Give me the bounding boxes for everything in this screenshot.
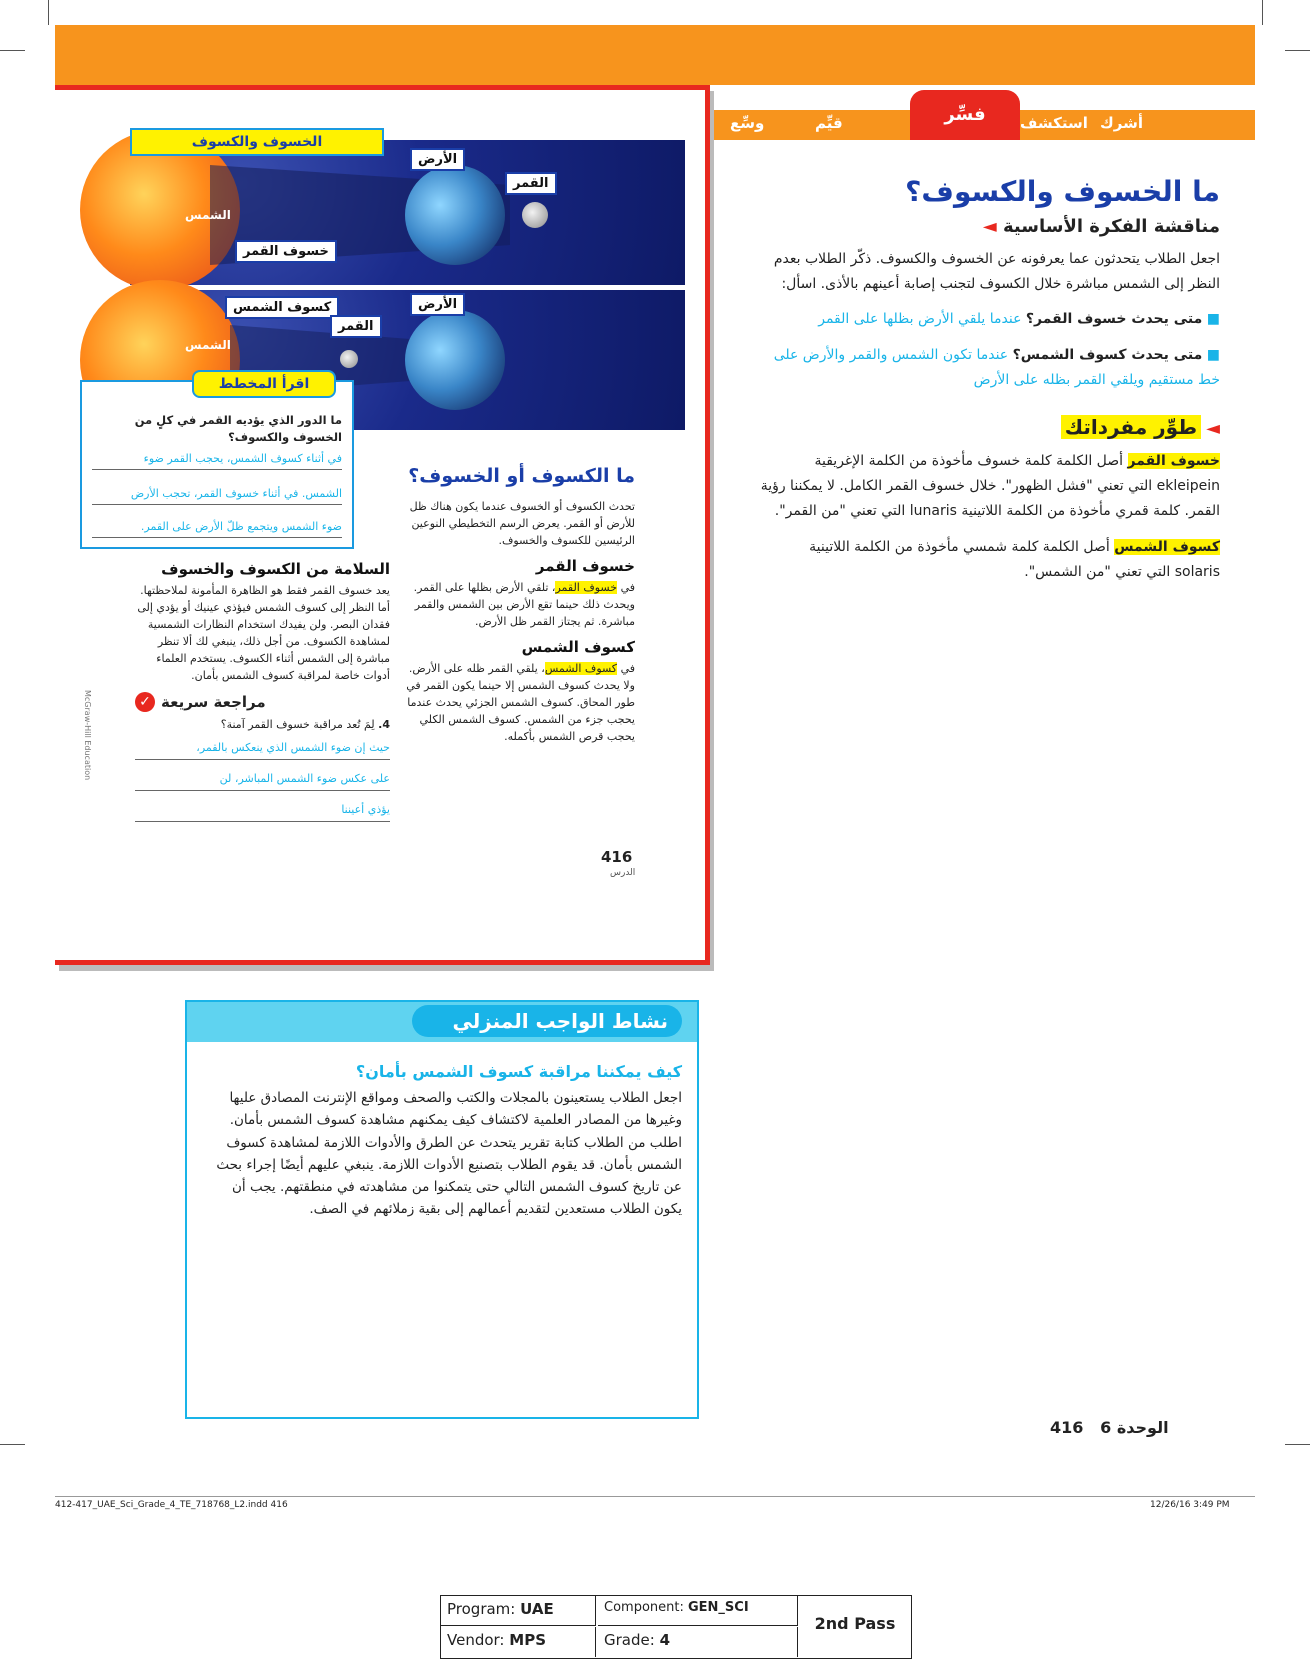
diagram-title: الخسوف والكسوف (130, 128, 384, 156)
triangle-icon: ◄ (982, 216, 997, 237)
page-number-label: الدرس (610, 868, 636, 878)
checkmark-icon: ✓ (135, 692, 155, 712)
answer-line-2: الشمس. في أثناء خسوف القمر، تحجب الأرض (92, 487, 342, 505)
side-credit: McGraw-Hill Education (83, 690, 92, 781)
teacher-title: ما الخسوف والكسوف؟ (905, 175, 1220, 208)
production-table (440, 1595, 912, 1659)
component-cell: Component: GEN_SCI (598, 1596, 798, 1626)
slug-file: 412-417_UAE_Sci_Grade_4_TE_718768_L2.indd 416 (55, 1500, 288, 1510)
lunar-paragraph: في خسوف القمر، تلقي الأرض بظلها على القمر. ويحدث ذلك حينما تقع الأرض بين الشمس والقمر مباشرة. ثم يجتاز القمر ظل الأرض. (413, 580, 635, 629)
solar-term: كسوف الشمس (544, 662, 618, 676)
top-banner (55, 25, 1255, 85)
read-diagram-title: اقرأ المخطط (192, 370, 336, 398)
tab-evaluate[interactable]: قيِّم (815, 114, 843, 132)
moon-image (340, 350, 358, 368)
quick-answer-3: يؤذي أعيننا (135, 803, 390, 822)
right-column (405, 465, 635, 749)
safety-heading: السلامة من الكسوف والخسوف (161, 560, 390, 578)
section-title: ما الكسوف أو الخسوف؟ (408, 465, 635, 487)
triangle-icon: ◄ (1206, 417, 1220, 439)
label-lunar-eclipse: خسوف القمر (235, 240, 337, 263)
discuss-text: اجعل الطلاب يتحدثون عما يعرفونه عن الخسوف والكسوف. ذكّر الطلاب بعدم النظر إلى الشمس مباشرة خلال الكسوف لتجنب إصابة أعينهم بالأذى. اسأل: (773, 251, 1220, 293)
homework-text: اجعل الطلاب يستعينون بالمجلات والكتب والصحف ومواقع الإنترنت المصادق عليها وغيرها من المصادر العلمية لاكتشاف كيف يمكنهم مشاهدة كسوف الشمس بأمان. اطلب من الطلاب كتابة تقرير يتحدث عن الطرق والأدوات اللازمة لمشاهدة كسوف الشمس بأمان. قد يقوم الطلاب بتصنيع الأدوات اللازمة. ينبغي عليهم أيضًا إجراء بحث عن تاريخ كسوف الشمس التالي حتى يتمكنوا من مشاهدته في منطقتهم. يجب أن يكون الطلاب مستعدين لتقديم أعمالهم إلى بقية زملائهم في الصف. (216, 1090, 682, 1218)
quick-answer-1: حيث إن ضوء الشمس الذي ينعكس بالقمر، (135, 741, 390, 760)
quick-check-question: 4. لِمَ تُعد مراقبة خسوف القمر آمنة؟ (220, 718, 390, 732)
left-column (135, 560, 390, 822)
earth-image (405, 310, 505, 410)
read-diagram-question: ما الدور الذي يؤديه القمر في كلٍ من الخسوف والكسوف؟ (134, 413, 342, 444)
question-2: ■ متى يحدث كسوف الشمس؟ عندما تكون الشمس والقمر والأرض على خط مستقيم ويلقي القمر بظله على الأرض (773, 346, 1220, 388)
discuss-heading: مناقشة الفكرة الأساسية ◄ (982, 216, 1220, 237)
label-earth: الأرض (410, 148, 465, 171)
section-intro: تحدث الكسوف أو الخسوف عندما يكون هناك ظل للأرض أو القمر. يعرض الرسم التخطيطي النوعين الرئيسين للكسوف والخسوف. (409, 499, 635, 547)
bullet-icon: ■ (1206, 346, 1220, 363)
label-solar-eclipse: كسوف الشمس (225, 296, 339, 319)
vendor-cell: Vendor: MPS (441, 1627, 596, 1657)
question-1: ■ متى يحدث خسوف القمر؟ عندما يلقي الأرض بظلها على القمر (818, 311, 1220, 328)
teacher-column (760, 175, 1220, 595)
tab-engage[interactable]: أشرك (1100, 114, 1143, 132)
answer-line-3: ضوء الشمس ويتجمع ظلّ الأرض على القمر. (92, 520, 342, 538)
slug-rule (55, 1496, 1255, 1497)
tab-explore[interactable]: استكشف (1020, 114, 1088, 132)
bullet-icon: ■ (1206, 311, 1220, 328)
answer-line-1: في أثناء كسوف الشمس، يحجب القمر ضوء (92, 452, 342, 470)
student-page (55, 85, 710, 965)
homework-subheading: كيف يمكننا مراقبة كسوف الشمس بأمان؟ (355, 1062, 682, 1081)
label-sun-2: الشمس (185, 338, 231, 352)
label-moon-2: القمر (330, 315, 382, 338)
tab-elaborate[interactable]: وسِّع (730, 114, 765, 132)
vocab-heading: طوِّر مفرداتك (1061, 415, 1201, 439)
grade-cell: Grade: 4 (598, 1627, 798, 1657)
solar-heading: كسوف الشمس (521, 638, 635, 657)
homework-heading: نشاط الواجب المنزلي (412, 1005, 682, 1037)
quick-check-header (135, 692, 390, 712)
read-diagram-box (80, 376, 354, 549)
label-sun: الشمس (185, 208, 231, 222)
label-earth-2: الأرض (410, 293, 465, 316)
label-moon: القمر (505, 172, 557, 195)
lunar-heading: خسوف القمر (535, 556, 635, 575)
pass-cell: 2nd Pass (814, 1614, 896, 1633)
safety-paragraph: يعد خسوف القمر فقط هو الظاهرة المأمونة لملاحظتها. أما النظر إلى كسوف الشمس فيؤذي عينيك أو يؤدي إلى فقدان البصر. ولن يفيدك استخدام النظارات الشمسية لمشاهدة الكسوف. من أجل ذلك، ينبغي لك ألا تنظر مباشرة إلى الشمس أثناء الكسوف. يستخدم العلماء أدوات خاصة لمراقبة كسوف الشمس بأمان. (137, 584, 390, 683)
tab-explain[interactable]: فسِّر (910, 90, 1020, 140)
lunar-term: خسوف القمر (555, 580, 618, 594)
program-cell: Program: UAE (441, 1596, 596, 1626)
vocab-heading-row (760, 415, 1220, 439)
homework-box (185, 1000, 699, 1419)
earth-image (405, 165, 505, 265)
quick-check-heading: مراجعة سريعة (161, 693, 266, 712)
slug-date: 12/26/16 3:49 PM (1150, 1500, 1230, 1510)
page-number: 416 (601, 848, 633, 866)
solar-paragraph: في كسوف الشمس، يلقي القمر ظله على الأرض. ولا يحدث كسوف الشمس إلا حينما يكون القمر في طور المحاق. كسوف الشمس الجزئي يحدث عندما يحجب جزء من الشمس. كسوف الشمس الكلي يحجب قرص الشمس بأكمله. (406, 662, 635, 744)
vocab-2: كسوف الشمس أصل الكلمة كلمة شمسي مأخوذة من الكلمة اللاتينية solaris التي تعني "من الشمس". (809, 538, 1220, 580)
moon-image (522, 202, 548, 228)
vocab-1: خسوف القمر أصل الكلمة كلمة خسوف مأخوذة من الكلمة الإغريقية ekleipein التي تعني "فشل الظهور". خلال خسوف القمر الكامل. لا يمكننا رؤية القمر. كلمة قمري مأخوذة من الكلمة اللاتينية lunaris التي تعني "من القمر". (760, 452, 1220, 520)
quick-answer-2: على عكس ضوء الشمس المباشر، لن (135, 772, 390, 791)
unit-footer: الوحدة 6 416 (1050, 1418, 1169, 1437)
